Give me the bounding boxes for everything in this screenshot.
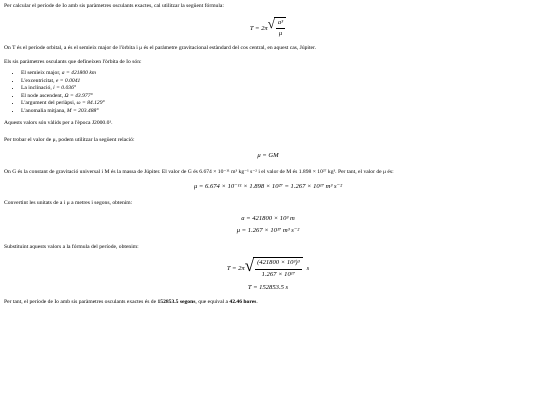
conclusion-seconds: 152853.5 segons	[157, 299, 196, 306]
param-value: e = 0.0041	[55, 77, 81, 84]
params-list	[4, 70, 532, 115]
epoch-paragraph: Aquests valors són vàlids per a l'època J2000.0¹.	[4, 120, 113, 127]
param-item	[21, 100, 532, 107]
orbit-paragraph: On T és el període orbital, a és el semieix major de l'òrbita i μ és el paràmetre gravitacional estàndard del cos central, en aquest cas, Júpiter.	[4, 45, 316, 52]
param-value: ω = 84.129°	[76, 100, 105, 107]
param-item	[21, 85, 532, 92]
formula2-numerator: (421800 × 10³)³	[255, 259, 301, 270]
param-label: L'excentricitat,	[21, 77, 55, 84]
period-formula	[4, 17, 532, 40]
conclusion-mid: , que equival a	[195, 299, 230, 306]
param-item	[21, 78, 532, 85]
param-value: a = 421800 km	[61, 70, 96, 77]
param-label: La inclinació,	[21, 85, 52, 92]
conclusion-pre: Per tant, el període de Io amb sis paràmetres osculants exactes és de	[4, 299, 158, 306]
param-label: El semieix major,	[21, 70, 61, 77]
sqrt-sign: √ $\frac{\text{a³}}{\mu}$	[268, 17, 286, 40]
formula-numerator: a³	[276, 19, 285, 30]
param-label: El node ascendent,	[21, 92, 64, 99]
param-value: i = 0.036°	[53, 85, 77, 92]
period-formula-numeric	[4, 257, 532, 280]
mu-calculation: μ = 6.674 × 10⁻¹¹ × 1.898 × 10²⁷ = 1.267 × 10¹⁷ m³ s⁻²	[193, 182, 343, 190]
substitution-paragraph: Substituint aquests valors a la fórmula del període, obtenim:	[4, 244, 139, 251]
formula2-denominator: 1.267 × 10¹⁷	[261, 270, 296, 278]
mu-si: μ = 1.267 × 10¹⁷ m³ s⁻²	[236, 227, 300, 235]
conclusion-hours: 42.46 hores	[229, 299, 257, 306]
param-label: L'anomalia mitjana,	[21, 107, 66, 114]
param-item	[21, 70, 532, 77]
mu-formula: μ = GM	[257, 152, 279, 160]
params-intro: Els sis paràmetres osculants que defineixen l'òrbita de Io són:	[4, 58, 142, 65]
formula-denominator: μ	[278, 30, 283, 38]
a-meters: a = 421800 × 10³ m	[241, 215, 295, 223]
mu-intro: Per trobar el valor de μ, podem utilitzar la següent relació:	[4, 136, 135, 143]
param-value: M = 203.488°	[66, 107, 99, 114]
intro-paragraph: Per calcular el període de Io amb sis paràmetres osculants exactes, cal utilitzar la següent fórmula:	[4, 3, 224, 9]
formula2-lhs: T = 2π	[226, 264, 245, 272]
conclusion-paragraph	[4, 299, 532, 307]
convert-paragraph: Convertint les unitats de a i μ a metres i segons, obtenim:	[4, 199, 133, 206]
param-item	[21, 108, 532, 115]
formula2-unit: s	[306, 264, 310, 272]
g-paragraph: On G és la constant de gravitació universal i M és la massa de Júpiter. El valor de G és 6.674 × 10⁻¹¹ m³ kg⁻¹ s⁻² i el valor de M és 1.898 × 10²⁷ kg³. Per tant, el valor de μ és:	[4, 169, 394, 176]
sqrt-sign: √ $\frac{\text{(421800 × 10³)³}}{\text{1.267 × 10¹⁷}}$	[245, 257, 303, 280]
param-value: Ω = 43.977°	[64, 92, 93, 99]
result-equation: T = 152853.5 s	[247, 284, 289, 292]
formula-lhs: T = 2π	[249, 24, 268, 32]
conclusion-post: .	[256, 299, 258, 306]
param-label: L'argument del periàpsi,	[21, 100, 76, 107]
